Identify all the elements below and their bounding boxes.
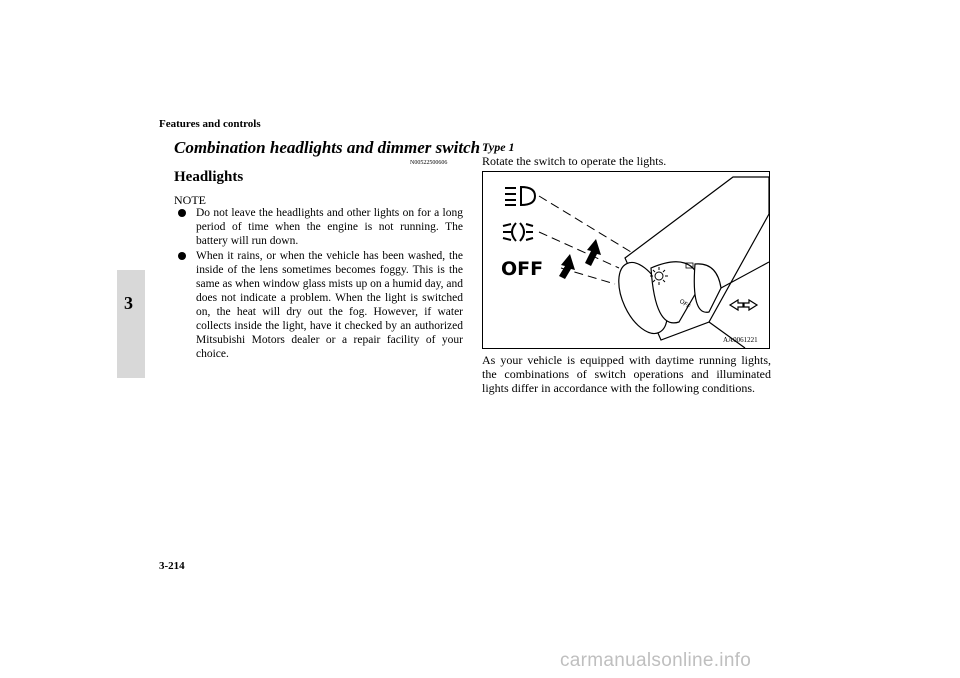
bullet-icon [178,252,186,260]
watermark: carmanualsonline.info [560,650,752,671]
turn-signal-icon [730,300,757,310]
section-heading: Headlights [174,169,244,185]
type-description: Rotate the switch to operate the lights. [482,154,667,168]
headlight-icon [505,187,535,205]
section-header: Features and controls [159,118,261,130]
chapter-tab [117,270,145,378]
note-text: Do not leave the headlights and other lights on for a long period of time when the engine is not running. The battery will run down. [196,207,463,247]
type-heading: Type 1 [482,140,515,154]
note-list [176,206,463,362]
note-item [176,206,463,248]
combination-switch-stalk [609,177,769,348]
note-label: NOTE [174,193,206,207]
guide-lines [539,196,631,284]
arrow-up-icon [559,254,575,279]
page-title: Combination headlights and dimmer switch [174,138,481,157]
switch-illustration [482,171,770,349]
note-item [176,249,463,361]
arrow-up-icon [585,239,601,266]
position-light-icon [503,223,533,241]
bullet-icon [178,209,186,217]
figure-code: AA0061221 [723,336,758,344]
document-code: N00522500606 [410,160,448,166]
off-label: OFF [501,258,544,280]
note-text: When it rains, or when the vehicle has been washed, the inside of the lens sometimes becomes foggy. This is the same as when window glass mists up on a humid day, and does not indicate a problem. When the light is switched on, the heat will dry out the fog. However, if water collects inside the light, have it checked by an authorized Mitsubishi Motors dealer or a repair facility of your choice. [196,250,463,360]
page-number: 3-214 [159,560,185,572]
switch-diagram [483,172,769,348]
switch-off-marking: OFF [677,297,692,311]
chapter-number: 3 [124,293,133,313]
body-paragraph: As your vehicle is equipped with daytime running lights, the combinations of switch operations and illuminated lights differ in accordance with the following conditions. [482,353,771,396]
